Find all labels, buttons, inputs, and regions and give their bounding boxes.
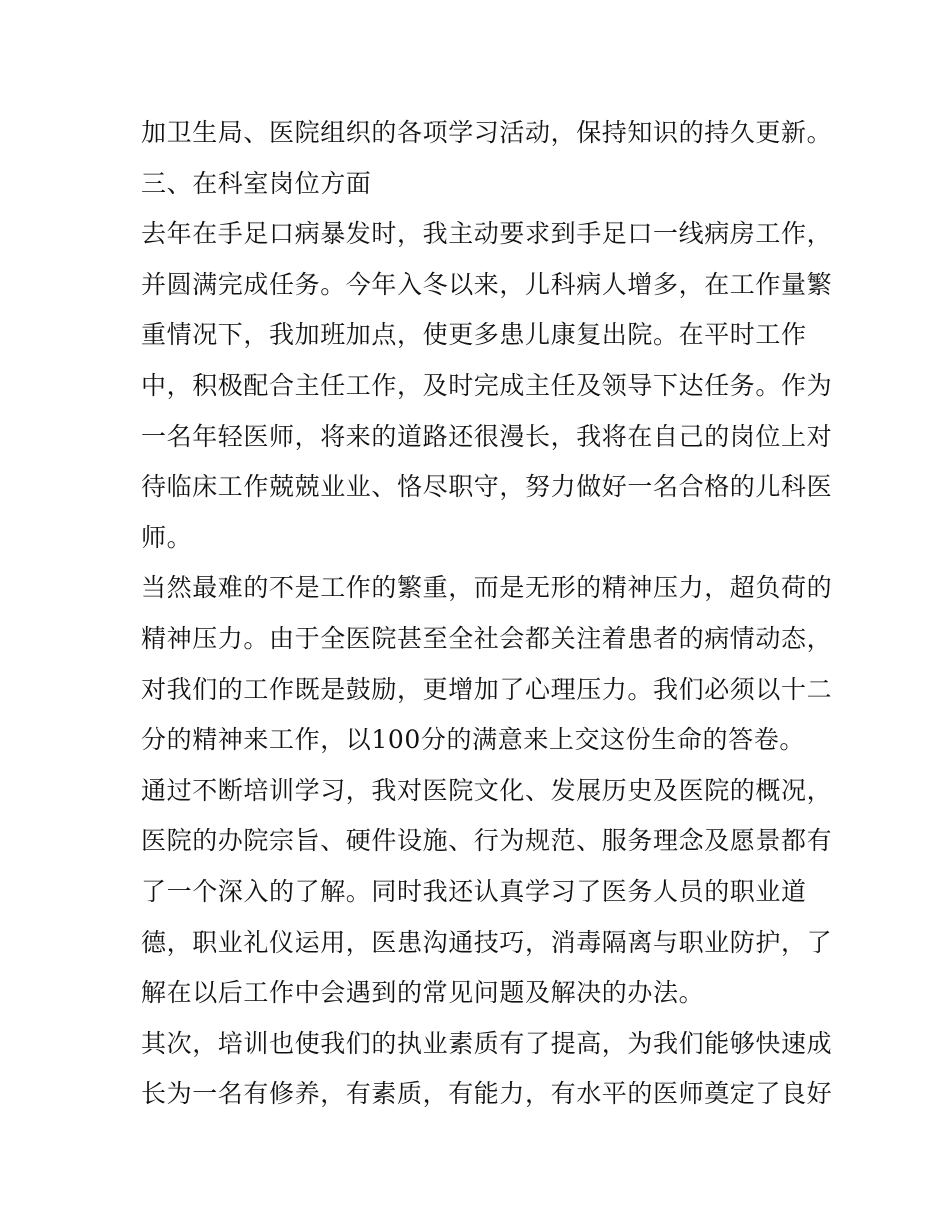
document-body xyxy=(141,108,833,1120)
text-line: 去年在手足口病暴发时，我主动要求到手足口一线病房工作， xyxy=(141,219,833,249)
text-line: 德，职业礼仪运用，医患沟通技巧，消毒隔离与职业防护，了 xyxy=(141,927,833,957)
text-line: 解在以后工作中会遇到的常见问题及解决的办法。 xyxy=(141,978,705,1008)
text-line: 中，积极配合主任工作，及时完成主任及领导下达任务。作为 xyxy=(141,370,833,400)
text-line: 加卫生局、医院组织的各项学习活动，保持知识的持久更新。 xyxy=(141,118,833,147)
text-line: 当然最难的不是工作的繁重，而是无形的精神压力，超负荷的 xyxy=(141,573,833,603)
text-line: 重情况下，我加班加点，使更多患儿康复出院。在平时工作 xyxy=(141,320,807,350)
text-line: 师。 xyxy=(141,522,193,552)
text-line: 长为一名有修养，有素质，有能力，有水平的医师奠定了良好 xyxy=(141,1079,833,1109)
text-line: 待临床工作兢兢业业、恪尽职守，努力做好一名合格的儿科医 xyxy=(141,472,833,502)
text-line: 一名年轻医师，将来的道路还很漫长，我将在自己的岗位上对 xyxy=(141,421,833,451)
text-line: 了一个深入的了解。同时我还认真学习了医务人员的职业道 xyxy=(141,876,807,906)
text-line: 通过不断培训学习，我对医院文化、发展历史及医院的概况， xyxy=(141,775,833,805)
section-heading: 三、在科室岗位方面 xyxy=(141,168,372,198)
text-line: 其次，培训也使我们的执业素质有了提高，为我们能够快速成 xyxy=(141,1028,833,1058)
text-line: 医院的办院宗旨、硬件设施、行为规范、服务理念及愿景都有 xyxy=(141,826,833,856)
text-line: 精神压力。由于全医院甚至全社会都关注着患者的病情动态， xyxy=(141,623,833,653)
text-line: 对我们的工作既是鼓励，更增加了心理压力。我们必须以十二 xyxy=(141,674,833,704)
text-line: 分的精神来工作，以100分的满意来上交这份生命的答卷。 xyxy=(141,725,805,755)
text-line: 并圆满完成任务。今年入冬以来，儿科病人增多，在工作量繁 xyxy=(141,269,833,299)
